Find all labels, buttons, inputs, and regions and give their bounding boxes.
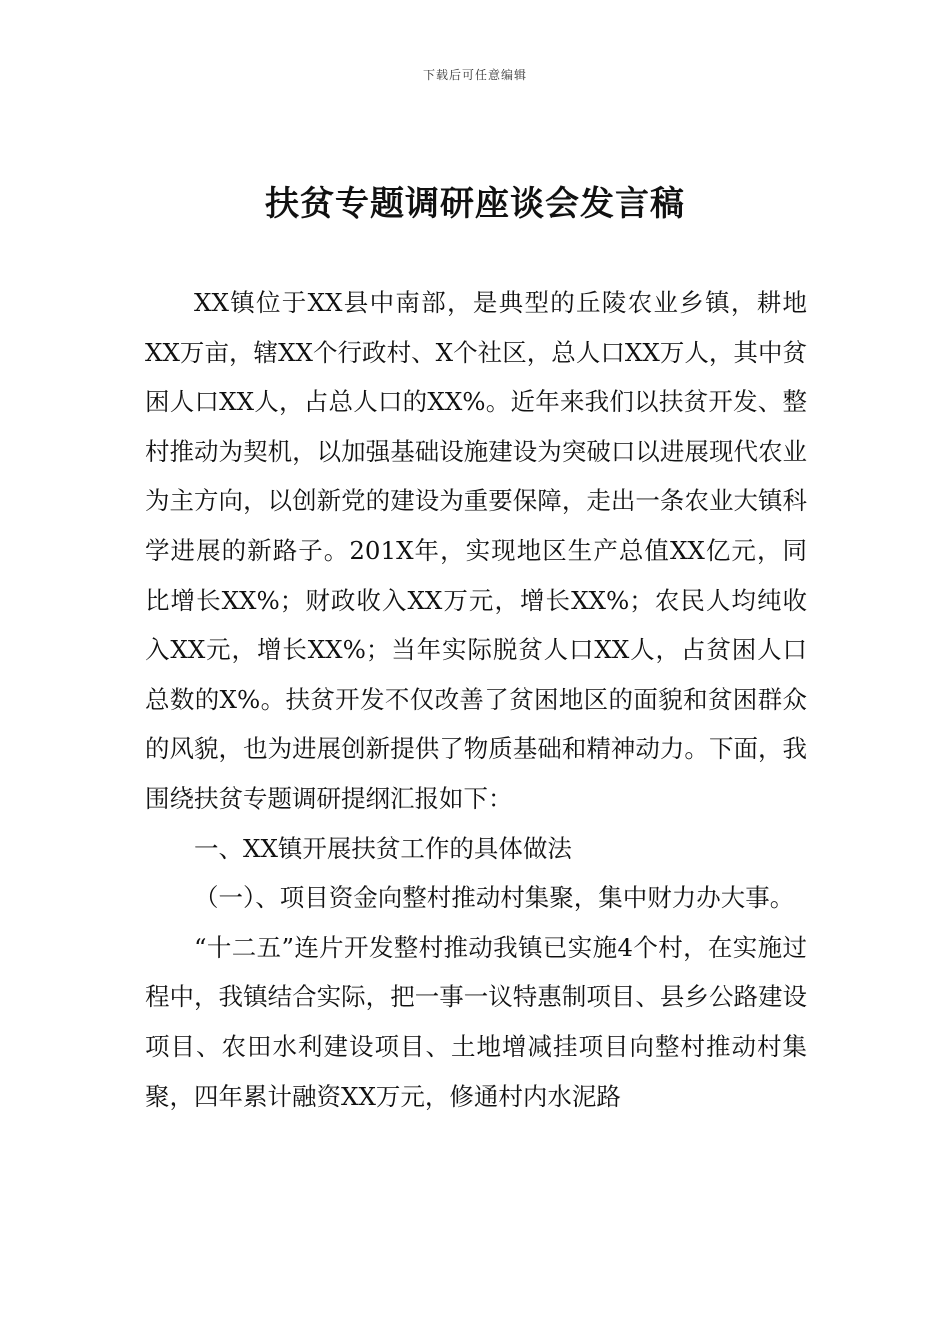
header-note: 下载后可任意编辑 [422,68,527,82]
document-title: 扶贫专题调研座谈会发言稿 [265,184,685,224]
paragraph-body: “十二五”连片开发整村推动我镇已实施4个村，在实施过程中，我镇结合实际，把一事一议特惠制项目、县乡公路建设项目、农田水利建设项目、土地增减挂项目向整村推动村集聚，四年累计融资XX万元，修通村内水泥路 [145,932,807,1111]
section-heading-1: 一、XX镇开展扶贫工作的具体做法 [194,833,572,863]
subsection-heading-1: （一）、项目资金向整村推动村集聚，集中财力办大事。 [194,883,795,913]
paragraph-intro: XX镇位于XX县中南部，是典型的丘陵农业乡镇，耕地XX万亩，辖XX个行政村、X个社区，总人口XX万人，其中贫困人口XX人，占总人口的XX%。近年来我们以扶贫开发、整村推动为契机，以加强基础设施建设为突破口以进展现代农业为主方向，以创新党的建设为重要保障，走出一条农业大镇科学进展的新路子。201X年，实现地区生产总值XX亿元，同比增长XX%；财政收入XX万元，增长XX%；农民人均纯收入XX元，增长XX%；当年实际脱贫人口XX人，占贫困人口总数的X%。扶贫开发不仅改善了贫困地区的面貌和贫困群众的风貌，也为进展创新提供了物质基础和精神动力。下面，我围绕扶贫专题调研提纲汇报如下： [145,288,807,813]
document-body [145,278,807,1121]
